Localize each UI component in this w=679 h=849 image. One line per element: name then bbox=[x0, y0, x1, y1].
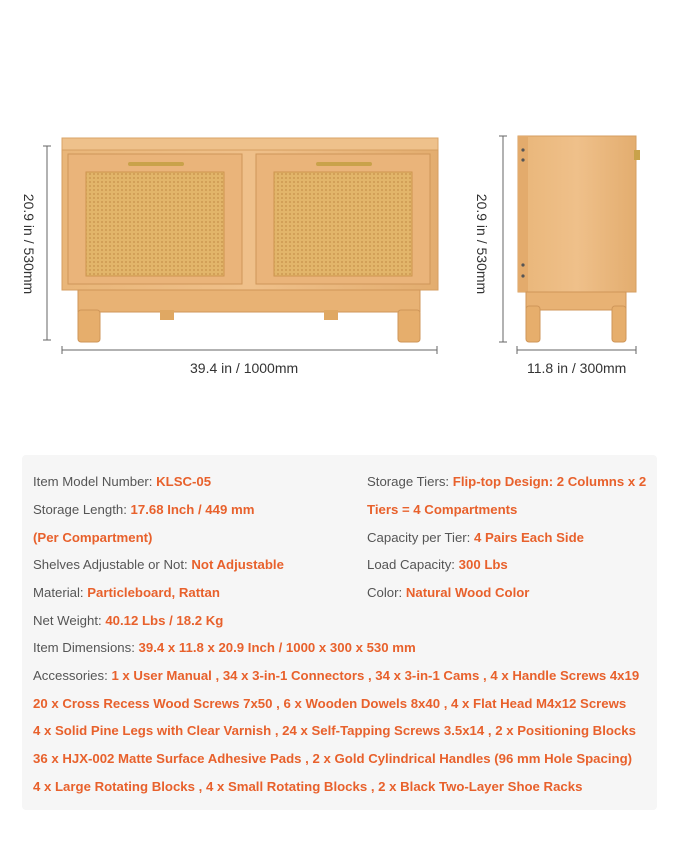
front-width-marker bbox=[62, 346, 437, 354]
spec-label: Item Model Number: bbox=[33, 474, 153, 489]
spec-panel bbox=[22, 455, 657, 810]
spec-net-weight bbox=[33, 613, 223, 629]
spec-value: KLSC-05 bbox=[156, 474, 212, 489]
accessories-row bbox=[33, 696, 626, 712]
spec-storage-tiers bbox=[367, 474, 646, 490]
accessories-row bbox=[33, 723, 636, 739]
spec-label: Item Dimensions: bbox=[33, 640, 135, 655]
spec-label: Net Weight: bbox=[33, 613, 102, 628]
spec-label: Shelves Adjustable or Not: bbox=[33, 557, 188, 572]
spec-value: Natural Wood Color bbox=[405, 585, 530, 600]
accessories-line: 20 x Cross Recess Wood Screws 7x50 , 6 x Wooden Dowels 8x40 , 4 x Flat Head M4x12 Screws bbox=[33, 696, 627, 711]
spec-model bbox=[33, 474, 211, 490]
spec-label: Storage Length: bbox=[33, 502, 127, 517]
spec-adjustable bbox=[33, 557, 284, 573]
spec-label: Load Capacity: bbox=[367, 557, 455, 572]
spec-label: Storage Tiers: bbox=[367, 474, 450, 489]
spec-label: Material: bbox=[33, 585, 84, 600]
spec-value: Flip-top Design: 2 Columns x 2 bbox=[452, 474, 647, 489]
spec-value: 300 Lbs bbox=[458, 557, 508, 572]
front-width-label: 39.4 in / 1000mm bbox=[190, 360, 299, 376]
accessories-row bbox=[33, 779, 582, 795]
spec-storage-length bbox=[33, 502, 254, 518]
spec-value: 17.68 Inch / 449 mm bbox=[130, 502, 255, 517]
front-view bbox=[62, 138, 438, 342]
side-depth-label: 11.8 in / 300mm bbox=[527, 360, 627, 376]
spec-item-dimensions bbox=[33, 640, 416, 656]
accessories-row bbox=[33, 751, 632, 767]
accessories-line: 4 x Solid Pine Legs with Clear Varnish , 24 x Self-Tapping Screws 3.5x14 , 2 x Positioning Blocks bbox=[33, 723, 636, 738]
side-height-marker bbox=[499, 136, 507, 342]
spec-accessories bbox=[33, 668, 639, 684]
front-height-marker bbox=[43, 146, 51, 340]
spec-label: Accessories: bbox=[33, 668, 108, 683]
side-view bbox=[518, 136, 640, 342]
accessories-line: 4 x Large Rotating Blocks , 4 x Small Rotating Blocks , 2 x Black Two-Layer Shoe Racks bbox=[33, 779, 583, 794]
spec-value: (Per Compartment) bbox=[33, 530, 153, 545]
spec-label: Capacity per Tier: bbox=[367, 530, 471, 545]
spec-value: 4 Pairs Each Side bbox=[474, 530, 584, 545]
spec-value: Particleboard, Rattan bbox=[87, 585, 220, 600]
spec-color bbox=[367, 585, 529, 601]
front-height-label: 20.9 in / 530mm bbox=[21, 193, 37, 295]
spec-value: Tiers = 4 Compartments bbox=[367, 502, 518, 517]
accessories-line: 36 x HJX-002 Matte Surface Adhesive Pads , 2 x Gold Cylindrical Handles (96 mm Hole Spacing) bbox=[33, 751, 633, 766]
spec-label: Color: bbox=[367, 585, 403, 600]
spec-storage-length-note bbox=[33, 530, 152, 546]
spec-value: Not Adjustable bbox=[191, 557, 284, 572]
side-height-label: 20.9 in / 530mm bbox=[474, 193, 490, 295]
accessories-line: 1 x User Manual , 34 x 3-in-1 Connectors , 34 x 3-in-1 Cams , 4 x Handle Screws 4x19 bbox=[111, 668, 640, 683]
spec-load-capacity bbox=[367, 557, 508, 573]
spec-value: 39.4 x 11.8 x 20.9 Inch / 1000 x 300 x 530 mm bbox=[138, 640, 416, 655]
spec-capacity-per-tier bbox=[367, 530, 584, 546]
spec-material bbox=[33, 585, 220, 601]
spec-value: 40.12 Lbs / 18.2 Kg bbox=[105, 613, 224, 628]
spec-storage-tiers-line2 bbox=[367, 502, 517, 518]
side-depth-marker bbox=[517, 346, 636, 354]
